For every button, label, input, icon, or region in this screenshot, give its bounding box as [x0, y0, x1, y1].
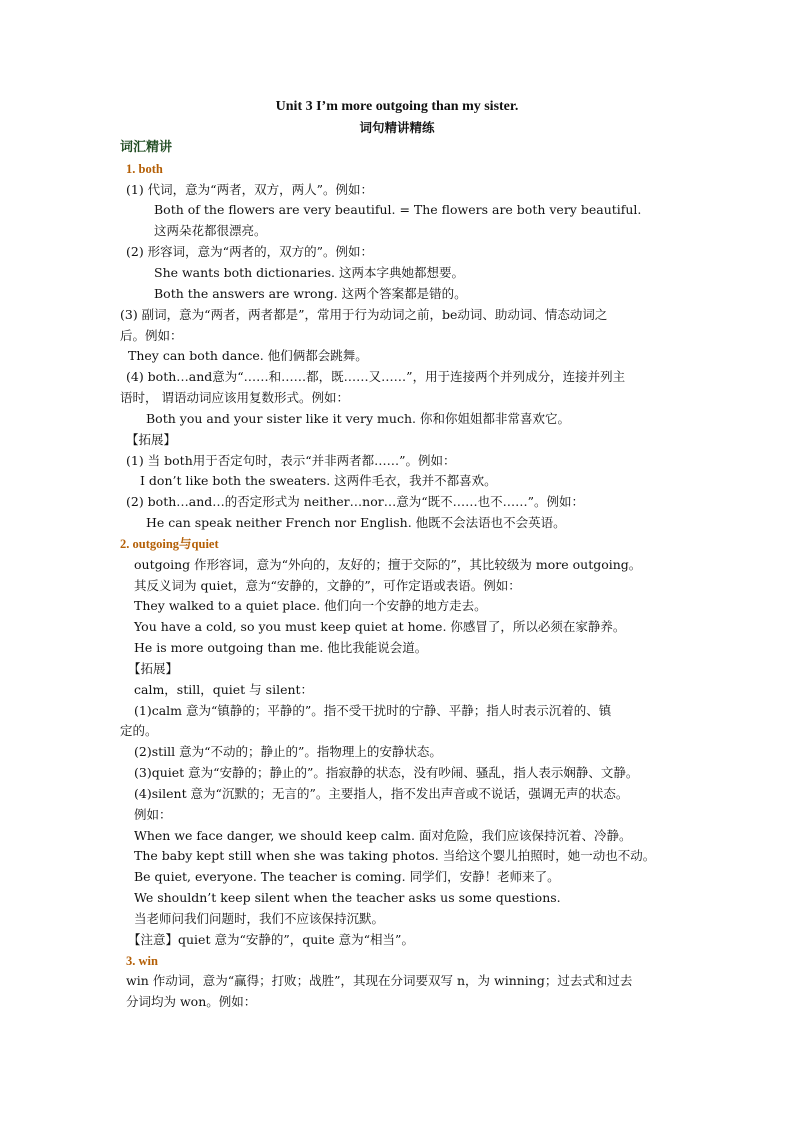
note-line: 【注意】quiet 意为“安静的”，quite 意为“相当”。 — [128, 932, 414, 947]
text-line: (1)calm 意为“镇静的；平静的”。指不受干扰时的宁静、平静；指人时表示沉着的、镇 — [134, 703, 612, 718]
text-line: (2) 形容词，意为“两者的，双方的”。例如： — [126, 244, 373, 259]
example-line: When we face danger, we should keep calm. 面对危险，我们应该保持沉着、冷静。 — [134, 828, 632, 843]
text-line: win 作动词，意为“赢得；打败；战胜”，其现在分词要双写 n，为 winning；过去式和过去 — [126, 973, 633, 988]
example-line: You have a cold, so you must keep quiet at home. 你感冒了，所以必须在家静养。 — [134, 619, 626, 634]
text-line: (1) 代词，意为“两者，双方，两人”。例如： — [126, 182, 373, 197]
text-line: (2)still 意为“不动的；静止的”。指物理上的安静状态。 — [134, 744, 442, 759]
text-line: 其反义词为 quiet，意为“安静的，文静的”，可作定语或表语。例如： — [134, 578, 521, 593]
text-line: (4) both…and意为“……和……都，既……又……”，用于连接两个并列成分，连接并列主 — [126, 369, 626, 384]
example-line: Both you and your sister like it very much. 你和你姐姐都非常喜欢它。 — [146, 411, 570, 426]
example-line: The baby kept still when she was taking photos. 当给这个婴儿拍照时，她一动也不动。 — [134, 848, 656, 863]
item-heading-outgoing-quiet: 2. outgoing与quiet — [120, 537, 219, 551]
text-line: 定的。 — [120, 723, 158, 738]
text-line: (3) 副词，意为“两者，两者都是”，常用于行为动词之前，be动词、助动词、情态动词之 — [120, 307, 608, 322]
example-line: I don’t like both the sweaters. 这两件毛衣，我并不都喜欢。 — [140, 473, 497, 488]
text-line: 后。例如： — [120, 328, 183, 343]
example-line: We shouldn’t keep silent when the teacher asks us some questions. — [134, 890, 561, 905]
item-heading-win: 3. win — [126, 954, 158, 968]
example-line: Both of the flowers are very beautiful. = The flowers are both very beautiful. — [154, 202, 642, 217]
example-line: He can speak neither French nor English. 他既不会法语也不会英语。 — [146, 515, 566, 530]
document-title: Unit 3 I’m more outgoing than my sister. — [275, 99, 519, 114]
example-line: Both the answers are wrong. 这两个答案都是错的。 — [154, 286, 467, 301]
text-line: (2) both…and…的否定形式为 neither…nor…意为“既不……也不……”。例如： — [126, 494, 584, 509]
example-translation: 当老师问我们问题时，我们不应该保持沉默。 — [134, 911, 385, 926]
example-line: They walked to a quiet place. 他们向一个安静的地方走去。 — [134, 598, 487, 613]
example-translation: 这两朵花都很漂亮。 — [154, 223, 267, 238]
section-heading-vocabulary: 词汇精讲 — [120, 140, 173, 155]
text-line: 语时， 谓语动词应该用复数形式。例如： — [120, 390, 349, 405]
text-line: 分词均为 won。例如： — [126, 994, 257, 1009]
example-line: She wants both dictionaries. 这两本字典她都想要。 — [154, 265, 464, 280]
example-line: They can both dance. 他们俩都会跳舞。 — [128, 348, 368, 363]
item-heading-both: 1. both — [126, 162, 163, 176]
example-line: Be quiet, everyone. The teacher is coming. 同学们，安静！老师来了。 — [134, 869, 560, 884]
text-line: (1) 当 both用于否定句时，表示“并非两者都……”。例如： — [126, 453, 456, 468]
example-line: He is more outgoing than me. 他比我能说会道。 — [134, 640, 428, 655]
text-line: outgoing 作形容词，意为“外向的，友好的；擅于交际的”，其比较级为 more outgoing。 — [134, 557, 642, 572]
document-subtitle: 词句精讲精练 — [359, 120, 435, 135]
text-line: 例如： — [134, 807, 172, 822]
extension-label: 【拓展】 — [128, 661, 179, 676]
extension-label: 【拓展】 — [126, 432, 177, 447]
text-line: calm，still，quiet 与 silent： — [134, 682, 314, 697]
text-line: (4)silent 意为“沉默的；无言的”。主要指人，指不发出声音或不说话，强调无声的状态。 — [134, 786, 629, 801]
text-line: (3)quiet 意为“安静的；静止的”。指寂静的状态，没有吵闹、骚乱，指人表示娴静、文静。 — [134, 765, 639, 780]
